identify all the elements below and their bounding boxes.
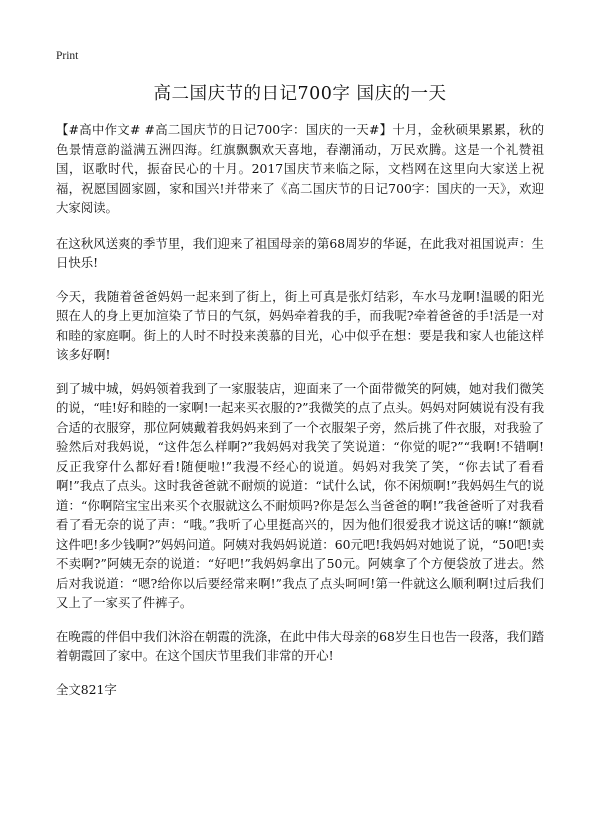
article-title: 高二国庆节的日记700字 国庆的一天 <box>153 84 447 104</box>
body-paragraph: 在晚霞的伴侣中我们沐浴在朝霞的洗涤，在此中伟大母亲的68岁生日也告一段落，我们踏着朝霞回了家中。在这个国庆节里我们非常的开心! <box>56 628 544 663</box>
print-link[interactable]: Print <box>56 50 79 62</box>
body-paragraph: 今天，我随着爸爸妈妈一起来到了街上，街上可真是张灯结彩，车水马龙啊!温暖的阳光照在人的身上更加渲染了节日的气氛，妈妈牵着我的手，而我呢?牵着爸爸的手!活是一对和睦的家庭啊。街上的人时不时投来羡慕的目光，心中似乎在想：要是我和家人也能这样该多好啊! <box>56 288 544 362</box>
article-body <box>56 120 544 713</box>
intro-paragraph: 【#高中作文# #高二国庆节的日记700字：国庆的一天#】十月，金秋硕果累累，秋的色景情意韵溢满五洲四海。红旗飘飘欢天喜地，春潮涌动，万民欢腾。这是一个礼赞祖国，讴歌时代，振奋民心的十月。2017国庆节来临之际，文档网在这里向大家送上祝福，祝愿国圆家圆，家和国兴!并带来了《高二国庆节的日记700字：国庆的一天》，欢迎大家阅读。 <box>56 122 544 215</box>
word-count: 全文821字 <box>56 681 117 697</box>
body-paragraph: 到了城中城，妈妈领着我到了一家服装店，迎面来了一个面带微笑的阿姨，她对我们微笑的说，“哇!好和睦的一家啊!一起来买衣服的?”我微笑的点了点头。妈妈对阿姨说有没有我合适的衣服穿，那位阿姨戴着我妈妈来到了一个衣服架子旁，然后挑了件衣服，对我验了验然后对我妈说，“这件怎么样啊?”我妈妈对我笑了笑说道：“你觉的呢?”“我啊!不错啊!反正我穿什么都好看!随便啦!”我漫不经心的说道。妈妈对我笑了笑，“你去试了看看啊!”我点了点头。这时我爸爸就不耐烦的说道：“试什么试，你不闲烦啊!”我妈妈生气的说道：“你啊陪宝宝出来买个衣服就这么不耐烦吗?你是怎么当爸爸的啊!”我爸爸听了对我看看了看无奈的说了声：“哦。”我听了心里挺高兴的，因为他们很爱我才说这话的嘛!“额就这件吧!多少钱啊?”妈妈问道。阿姨对我妈妈说道：60元吧!我妈妈对她说了说，“50吧!卖不卖啊?”阿姨无奈的说道：“好吧!”我妈妈拿出了50元。阿姨拿了个方便袋放了进去。然后对我说道：“嗯?给你以后要经常来啊!”我点了点头呵呵!第一件就这么顺利啊!过后我们又上了一家买了件裤子。 <box>56 380 544 610</box>
body-paragraph: 在这秋风送爽的季节里，我们迎来了祖国母亲的第68周岁的华诞，在此我对祖国说声：生日快乐! <box>56 235 544 270</box>
